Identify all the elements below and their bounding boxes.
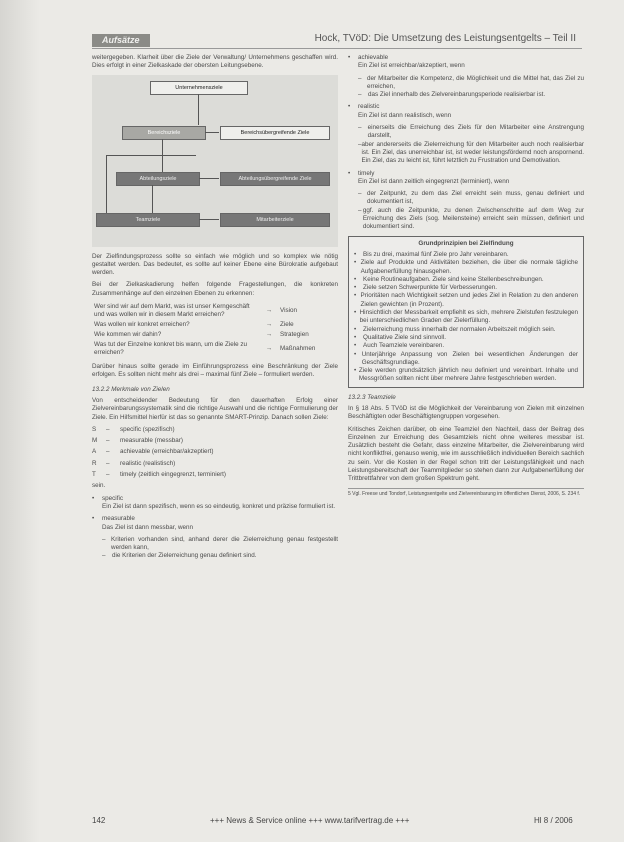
box-item: Keine Routineaufgaben. Ziele sind keine Stellenbeschreibungen. xyxy=(363,275,544,283)
paragraph: Ein Ziel ist dann spezifisch, wenn es so eindeutig, konkret und präzise formuliert ist. xyxy=(102,502,336,510)
diagram-connector xyxy=(199,178,219,179)
right-column xyxy=(348,54,584,497)
list-item xyxy=(354,326,578,334)
diagram-box-mitarbeiterziele: Mitarbeiterziele xyxy=(220,213,330,227)
paragraph: Von entscheidender Bedeutung für den dauerhaften Erfolg einer Zielvereinbarungssystematik sind die richtige Auswahl und die richtige Formulierung der Ziele. Ein Hilfsmittel hierfür ist das so genannte SMART-Prinzip. Danach sollen Ziele: xyxy=(92,396,338,421)
list-item xyxy=(354,342,578,350)
diagram-connector xyxy=(205,132,219,133)
bullet-icon: • xyxy=(354,259,357,267)
list-item xyxy=(92,515,338,523)
dash-marker: – xyxy=(102,552,106,560)
diagram-box-bereichsuebergreifend: Bereichsübergreifende Ziele xyxy=(220,126,330,140)
arrow-icon: → xyxy=(265,307,273,315)
smart-term: measurable (messbar) xyxy=(120,437,183,445)
smart-letter: R xyxy=(92,459,97,467)
list-item xyxy=(354,284,578,292)
question-table xyxy=(92,302,338,358)
table-target: Ziele xyxy=(280,321,294,329)
scan-edge-shadow xyxy=(0,0,40,842)
footer-banner: +++ News & Service online +++ www.tarifvertrag.de +++ xyxy=(210,816,410,825)
paragraph: sein. xyxy=(92,482,106,490)
list-item xyxy=(348,91,584,99)
smart-term: realistic (realistisch) xyxy=(120,459,176,467)
smart-term: specific (spezifisch) xyxy=(120,425,175,433)
list-item xyxy=(354,309,578,326)
footnote: 5 Vgl. Freese und Tondorf, Leistungsentgelte und Zielvereinbarung im öffentlichen Dienst, 2006, S. 234 f. xyxy=(348,488,584,498)
page-number: 142 xyxy=(92,816,106,825)
box-item: Bis zu drei, maximal fünf Ziele pro Jahr vereinbaren. xyxy=(363,250,509,258)
running-title: Hock, TVöD: Die Umsetzung des Leistungsentgelts – Teil II xyxy=(314,33,576,44)
bullet-term: measurable xyxy=(102,515,135,523)
dash-text: das Ziel innerhalb des Zielvereinbarungsperiode realisierbar ist. xyxy=(368,91,546,99)
smart-dash: – xyxy=(106,448,110,456)
list-item xyxy=(354,292,578,309)
bullet-icon: • xyxy=(348,103,351,111)
list-item xyxy=(348,103,584,111)
dash-text: aber andererseits die Zielerreichung für den Mitarbeiter auch noch realisierbar ist. Ein Ziel, das unerreichbar ist, ist weder leistungsfördernd noch anspornend. Ein Ziel, das zu leicht ist, führt letztlich zu Frustration und Demotivation. xyxy=(361,140,584,165)
list-item xyxy=(92,460,338,468)
list-item xyxy=(354,276,578,284)
list-item xyxy=(348,124,584,141)
list-item xyxy=(348,141,584,166)
bullet-icon: • xyxy=(92,515,95,523)
diagram-connector xyxy=(106,155,196,156)
dash-text: die Kriterien der Zielerreichung genau definiert sind. xyxy=(112,552,257,560)
box-item: Zielerreichung muss innerhalb der normalen Arbeitszeit möglich sein. xyxy=(363,325,556,333)
diagram-connector xyxy=(106,155,107,213)
box-item: Qualitative Ziele sind sinnvoll. xyxy=(363,333,446,341)
subsection-heading: 13.2.3 Teamziele xyxy=(348,393,396,401)
table-question: Was wollen wir konkret erreichen? xyxy=(94,321,190,329)
smart-term: achievable (erreichbar/akzeptiert) xyxy=(120,448,214,456)
smart-letter: T xyxy=(92,471,96,479)
intro-paragraph: weitergegeben. Klarheit über die Ziele der Verwaltung/ Unternehmens geschaffen wird. Dies erfolgt in einer Zielkaskade der obersten Leitungsebene. xyxy=(92,54,338,70)
bullet-icon: • xyxy=(354,350,357,358)
paragraph: Bei der Zielkaskadierung helfen folgende Fragestellungen, die konkreten Zusammenhänge auf den einzelnen Ebenen zu erkennen: xyxy=(92,281,338,297)
box-item: Ziele werden grundsätzlich jährlich neu definiert und vereinbart. Inhalte und Messgrößen sollten nicht über mehrere Jahre festgeschrieben werden. xyxy=(358,367,578,383)
dash-marker: – xyxy=(358,91,362,99)
bullet-icon: • xyxy=(92,494,95,502)
bullet-term: achievable xyxy=(358,54,389,61)
smart-dash: – xyxy=(106,471,110,479)
table-target: Strategien xyxy=(280,331,309,339)
subsection-heading: 13.2.2 Merkmale von Zielen xyxy=(92,385,170,393)
arrow-icon: → xyxy=(265,321,273,329)
table-row xyxy=(92,302,338,320)
dash-marker: – xyxy=(102,535,106,543)
table-row xyxy=(92,320,338,330)
bullet-icon: • xyxy=(354,284,357,292)
paragraph: Kritisches Zeichen darüber, ob eine Teamziel den Nachteil, dass der Beitrag des Einzelnen zur Erreichung des Gesamtziels nicht ohne weiteres messbar ist. Zusätzlich besteht die Gefahr, dass einzelne Mitarbeiter, die Zielvereinbarung wird nicht konfliktfrei, genauso wenig, wie im ausschließlich individuellen Bereich sachlich zu sein. Vor die Kosten in der Regel schon tritt der Leistungsfähigkeit und nach Leistungsbereitschaft der Teammitglieder so stehen dann zur Aufgabenerfüllung der Trittbrettfahrer von dem großen Spektrum geht. xyxy=(348,425,584,483)
list-item xyxy=(92,426,338,434)
diagram-connector xyxy=(198,94,199,125)
dash-marker: – xyxy=(358,74,362,82)
bullet-icon: • xyxy=(354,292,357,300)
paragraph: Der Zielfindungsprozess sollte so einfach wie möglich und so komplex wie nötig gestaltet werden. Das bedeutet, es sollte auf keiner Ebene eine Bürokratie aufgebaut werden. xyxy=(92,252,338,277)
list-item xyxy=(92,495,338,503)
box-title: Grundprinzipien bei Zielfindung xyxy=(418,239,514,247)
dash-text: der Zeitpunkt, zu dem das Ziel erreicht sein muss, genau definiert und dokumentiert ist, xyxy=(366,190,584,206)
smart-list xyxy=(92,426,338,479)
left-column xyxy=(92,54,338,561)
list-item xyxy=(92,536,338,553)
smart-dash: – xyxy=(106,459,110,467)
bullet-term: specific xyxy=(102,494,123,502)
list-item xyxy=(92,437,338,445)
smart-letter: A xyxy=(92,448,97,456)
goal-cascade-diagram xyxy=(92,75,338,247)
dash-marker: – xyxy=(358,190,362,198)
dash-text: Kriterien vorhanden sind, anhand derer die Zielerreichung genau festgestellt werden kann, xyxy=(111,535,338,552)
diagram-box-abteilungsziele: Abteilungsziele xyxy=(116,172,200,186)
dash-marker: – xyxy=(358,140,362,148)
diagram-box-teamziele: Teamziele xyxy=(96,213,200,227)
box-item: Ziele setzen Schwerpunkte für Verbesserungen. xyxy=(363,284,498,292)
header-rule xyxy=(92,48,582,49)
smart-dash: – xyxy=(106,437,110,445)
list-item xyxy=(354,251,578,259)
box-item: Auch Teamziele vereinbaren. xyxy=(363,342,445,350)
smart-letter: M xyxy=(92,437,98,445)
list-item xyxy=(348,190,584,207)
table-target: Maßnahmen xyxy=(280,345,316,353)
list-item xyxy=(354,351,578,368)
table-question: Wie kommen wir dahin? xyxy=(94,331,162,339)
diagram-box-abteilungsuebergreifend: Abteilungsübergreifende Ziele xyxy=(220,172,330,186)
bullet-icon: • xyxy=(354,367,357,375)
dash-marker: – xyxy=(358,124,362,132)
table-question: Was tut der Einzelne konkret bis wann, um die Ziele zu erreichen? xyxy=(94,341,248,357)
list-item xyxy=(92,448,338,456)
paragraph: Ein Ziel ist erreichbar/akzeptiert, wenn xyxy=(358,62,465,70)
section-tag: Aufsätze xyxy=(92,34,150,47)
bullet-icon: • xyxy=(354,275,357,283)
dash-marker: – xyxy=(358,206,362,214)
smart-letter: S xyxy=(92,425,97,433)
bullet-icon: • xyxy=(354,325,357,333)
list-item xyxy=(354,334,578,342)
list-item xyxy=(92,471,338,479)
arrow-icon: → xyxy=(265,345,273,353)
list-item xyxy=(354,367,578,384)
dash-text: der Mitarbeiter die Kompetenz, die Möglichkeit und die Mittel hat, das Ziel zu erreichen, xyxy=(366,74,584,90)
bullet-icon: • xyxy=(354,333,357,341)
list-item xyxy=(348,207,584,232)
paragraph: Ein Ziel ist dann realistisch, wenn xyxy=(358,111,452,119)
box-item: Ziele auf Produkte und Aktivitäten beziehen, die über die normale tägliche Aufgabenerfüllung hinausgehen. xyxy=(360,259,578,275)
bullet-icon: • xyxy=(348,169,351,177)
diagram-connector xyxy=(199,219,219,220)
smart-dash: – xyxy=(106,425,110,433)
bullet-icon: • xyxy=(348,54,351,61)
arrow-icon: → xyxy=(265,331,273,339)
paragraph: Ein Ziel ist dann zeitlich eingegrenzt (terminiert), wenn xyxy=(358,177,510,185)
list-item xyxy=(348,170,584,178)
dash-text: ggf. auch die Zeitpunkte, zu denen Zwischenschritte auf dem Weg zur Erreichung des Ziels (sog. Meilensteine) erreicht sein müssen, definiert und dokumentiert sind. xyxy=(362,206,584,231)
table-target: Vision xyxy=(280,307,298,315)
list-item xyxy=(348,75,584,92)
bullet-term: realistic xyxy=(358,103,380,111)
principles-box xyxy=(348,236,584,388)
bullet-term: timely xyxy=(358,169,375,177)
list-item xyxy=(92,552,338,560)
box-item: Prioritäten nach Wichtigkeit setzen und jedes Ziel in Relation zu den anderen Zielen gewichten (in Prozent). xyxy=(360,292,578,308)
bullet-icon: • xyxy=(354,342,357,350)
table-row xyxy=(92,330,338,340)
paragraph: Das Ziel ist dann messbar, wenn xyxy=(102,523,193,531)
table-row xyxy=(92,340,338,358)
dash-text: einerseits die Erreichung des Ziels für den Mitarbeiter eine Anstrengung darstellt, xyxy=(367,124,584,140)
bullet-icon: • xyxy=(354,250,357,258)
diagram-connector xyxy=(152,185,153,213)
list-item xyxy=(348,54,584,62)
paragraph: Darüber hinaus sollte gerade im Einführungsprozess eine Beschränkung der Ziele erfolgen. Es sollten nicht mehr als drei – maximal fünf Ziele – formuliert werden. xyxy=(92,363,338,379)
smart-term: timely (zeitlich eingegrenzt, terminiert) xyxy=(120,471,227,479)
list-item xyxy=(354,259,578,276)
table-question: Wer sind wir auf dem Markt, was ist unser Kerngeschäft und was wollen wir in diesem Markt erreichen? xyxy=(94,303,250,319)
box-item: Unterjährige Anpassung von Zielen bei wesentlichen Änderungen der Geschäftsgrundlage. xyxy=(361,350,578,366)
bullet-icon: • xyxy=(354,309,357,317)
issue-label: Hl 8 / 2006 xyxy=(534,816,573,825)
diagram-box-bereichsziele: Bereichsziele xyxy=(122,126,206,140)
box-item: Hinsichtlich der Messbarkeit empfiehlt es sich, mehrere Zielstufen festzulegen bei unterschiedlichen Graden der Zielerfüllung. xyxy=(359,309,578,325)
paragraph: In § 18 Abs. 5 TVöD ist die Möglichkeit der Vereinbarung von Zielen mit einzelnen Beschäftigten oder Beschäftigtengruppen vorgesehen. xyxy=(348,404,584,421)
diagram-top-box: Unternehmensziele xyxy=(150,81,248,95)
